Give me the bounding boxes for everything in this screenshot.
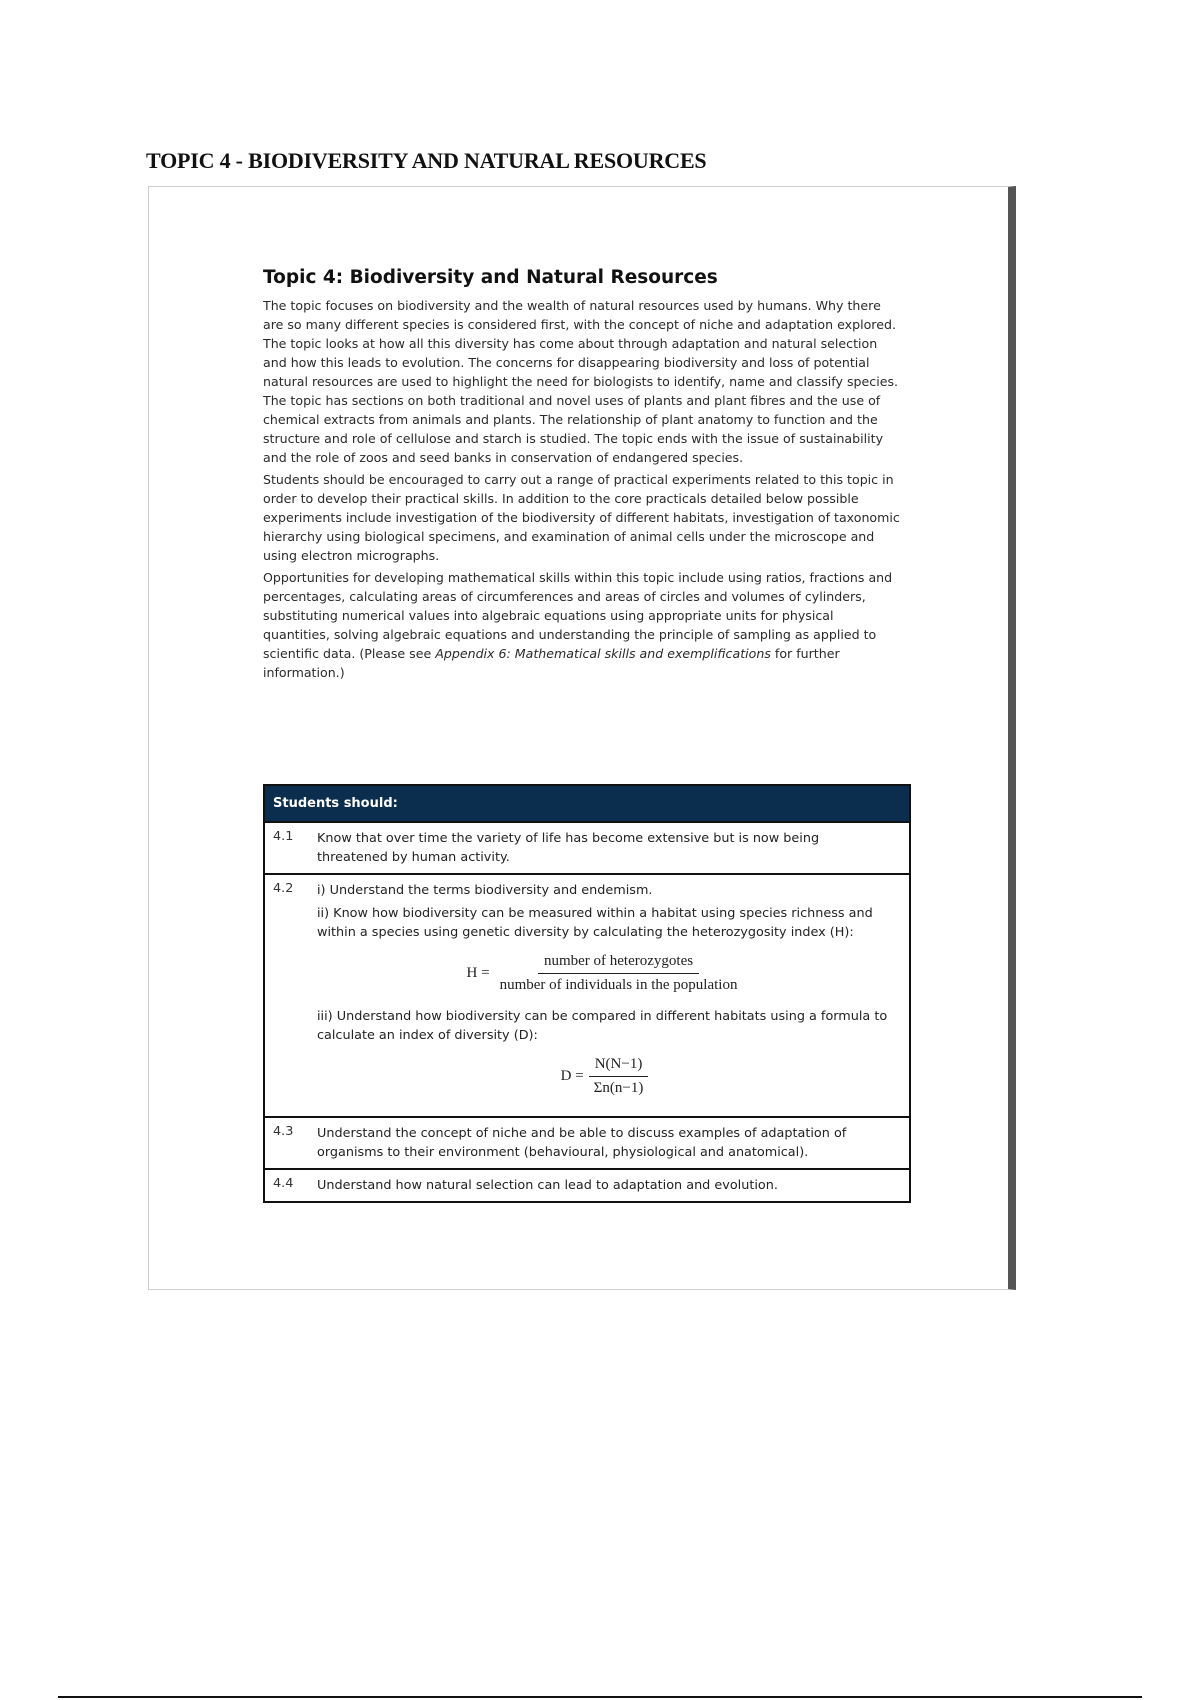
- bottom-divider: [58, 1696, 1142, 1698]
- practical-paragraph: Students should be encouraged to carry out a range of practical experiments related to this topic in order to develop their practical skills. In addition to the core practicals detailed below possible experiments include investigation of the biodiversity of different habitats, investigation of taxonomic hierarchy using biological specimens, and examination of animal cells under the microscope and using electron micrographs.: [263, 472, 900, 563]
- row-number: 4.2: [273, 881, 294, 896]
- table-row: [264, 1117, 910, 1169]
- row-part-iii: iii) Understand how biodiversity can be compared in different habitats using a formula to calculate an index of diversity (D):: [317, 1009, 888, 1043]
- formula-d-lhs: D =: [560, 1068, 584, 1084]
- formula-d-fraction: [588, 1055, 650, 1098]
- maths-paragraph: [263, 568, 903, 682]
- heterozygosity-formula: [317, 952, 893, 995]
- table-row: [264, 822, 910, 874]
- document-body: [263, 267, 903, 685]
- row-number: 4.1: [273, 829, 294, 844]
- formula-d-denominator: Σn(n−1): [593, 1080, 644, 1096]
- row-number: 4.3: [273, 1124, 294, 1139]
- maths-paragraph-text: Opportunities for developing mathematical skills within this topic include using ratios, fractions and percentages, calculating areas of circumferences and areas of circles and volumes of cylinders, substituting numerical values into algebraic equations using appropriate units for physical quantities, solving algebraic equations and understanding the principle of sampling as applied to scientific data. (Please see: [263, 570, 893, 661]
- formula-h-numerator: number of heterozygotes: [538, 952, 699, 974]
- formula-h-lhs: H =: [466, 965, 490, 981]
- row-text: Know that over time the variety of life has become extensive but is now being threatened by human activity.: [317, 831, 820, 865]
- spec-table: [263, 784, 911, 1203]
- topic-title: Topic 4: Biodiversity and Natural Resources: [263, 267, 718, 288]
- row-text: Understand how natural selection can lead to adaptation and evolution.: [317, 1178, 778, 1193]
- page-heading: TOPIC 4 - BIODIVERSITY AND NATURAL RESOURCES: [146, 148, 707, 173]
- table-row: [264, 1169, 910, 1202]
- formula-h-fraction: [494, 952, 744, 995]
- row-text: Understand the concept of niche and be able to discuss examples of adaptation of organisms to their environment (behavioural, physiological and anatomical).: [317, 1126, 847, 1160]
- maths-paragraph-end: for further information.): [263, 646, 840, 680]
- appendix-reference: Appendix 6: Mathematical skills and exemplifications: [435, 646, 771, 661]
- formula-h-denominator: number of individuals in the population: [499, 977, 738, 993]
- formula-d-numerator: N(N−1): [589, 1055, 649, 1077]
- intro-paragraph: The topic focuses on biodiversity and the wealth of natural resources used by humans. Why there are so many different species is considered first, with the concept of niche and adaptation explored. The topic looks at how all this diversity has come about through adaptation and natural selection and how this leads to evolution. The concerns for disappearing biodiversity and loss of potential natural resources are used to highlight the need for biologists to identify, name and classify species. The topic has sections on both traditional and novel uses of plants and plant fibres and the use of chemical extracts from animals and plants. The relationship of plant anatomy to function and the structure and role of cellulose and starch is studied. The topic ends with the issue of sustainability and the role of zoos and seed banks in conservation of endangered species.: [263, 298, 899, 465]
- table-row: [264, 874, 910, 1117]
- row-content: [317, 881, 893, 1110]
- row-part-i: i) Understand the terms biodiversity and endemism.: [317, 883, 653, 898]
- row-number: 4.4: [273, 1176, 294, 1191]
- document-image: [148, 186, 1016, 1290]
- row-part-ii: ii) Know how biodiversity can be measured within a habitat using species richness and within a species using genetic diversity by calculating the heterozygosity index (H):: [317, 906, 873, 940]
- diversity-index-formula: [317, 1055, 893, 1098]
- table-header: Students should:: [264, 785, 910, 822]
